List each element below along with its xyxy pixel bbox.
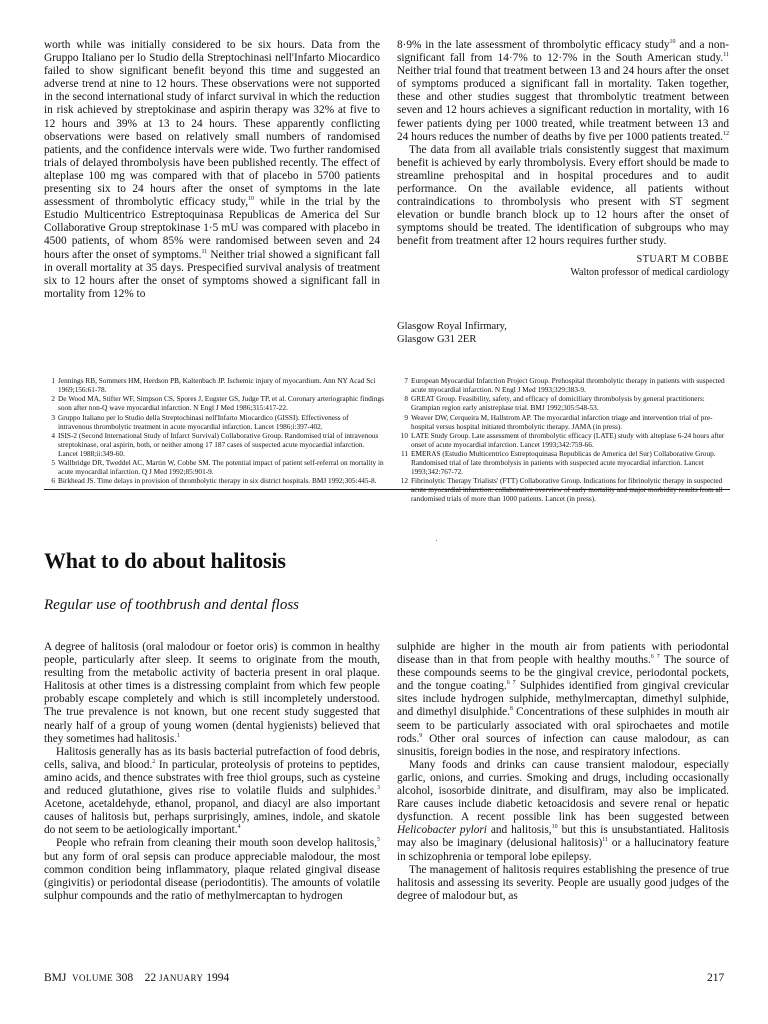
- reference-text: Gruppo Italiano per lo Studio della Streptochinasi nell'Infarto Miocardico (GISSI). Effectiveness of intravenous thrombolytic treatment in acute myocardial infarction. Lancet 1986;i:397-402.: [58, 412, 349, 431]
- reference-text: Weaver DW, Cerqueira M, Hallstrom AP. The myocardial infarction triage and intervention trial of pre-hospital versus hospital initiated thrombolytic therapy. JAMA (in press).: [411, 412, 713, 431]
- paragraph: A degree of halitosis (oral malodour or foetor oris) is common in healthy people, particularly after sleep. It seems to originate from the mouth, resulting from the metabolic activity of bacteria present in oral plaque. Halitosis at other times is a distressing complaint from which few people probably escape completely and which is still incompletely understood. The true prevalence is not known, but one recent study suggested that nearly half of a group of young women (dental hygienists) believed that they sometimes had halitosis.$^1$: [44, 641, 380, 745]
- issue-day: 22: [144, 972, 157, 984]
- reference-item: [44, 395, 384, 413]
- reference-item: [397, 414, 731, 432]
- affiliation-line: Glasgow Royal Infirmary,: [397, 321, 507, 332]
- volume-number: 308: [115, 972, 134, 984]
- journal-name: BMJ: [44, 972, 67, 984]
- reference-number: 3: [51, 412, 55, 422]
- article-right-column: [397, 641, 729, 903]
- reference-item: [44, 432, 384, 459]
- reference-item: [397, 395, 731, 413]
- affiliation-line: Glasgow G31 2ER: [397, 334, 477, 345]
- reference-text: De Wood MA, Stifter WF, Simpson CS, Spores J, Eugster GS, Judge TP, et al. Coronary arteriographic findings soon after non-Q wave myocardial infarction. N Engl J Med 1986;315:417-22.: [58, 394, 384, 413]
- reference-item: [397, 432, 731, 450]
- reference-text: LATE Study Group. Late assessment of thrombolytic efficacy (LATE) study with alteplase 6-24 hours after onset of acute myocardial infarction. Lancet 1993;342:759-66.: [411, 430, 725, 449]
- reference-number: 11: [400, 449, 408, 459]
- continued-article-left-column: [44, 39, 380, 301]
- reference-number: 2: [51, 394, 55, 404]
- paragraph: The data from all available trials consistently suggest that maximum benefit is achieved by early thrombolysis. Every effort should be made to streamline prehospital and in hospital procedures and to audit performance. On the available evidence, all patients without contraindications to thrombolysis who present with ST segment elevation or bundle branch block up to 12 hours after the onset of symptoms should be treated. The identification of subgroups who may benefit from treatment after 12 hours requires further study.: [397, 143, 729, 248]
- paragraph: The management of halitosis requires establishing the presence of true halitosis and assessing its severity. People are usually good judges of the degree of malodour but, as: [397, 863, 729, 902]
- reference-number: 9: [404, 412, 408, 422]
- volume-label: VOLUME: [72, 973, 114, 983]
- print-speck: [436, 540, 437, 541]
- issue-year: 1994: [206, 972, 230, 984]
- references-left: [44, 377, 384, 487]
- reference-item: [44, 459, 384, 477]
- paragraph: Many foods and drinks can cause transient malodour, especially garlic, onions, and curries. Smoking and drugs, including occasionally alcohol, isosorbide dinitrate, and disulfiram, may also be implicated. Rare causes include diabetic ketoacidosis and severe renal or hepatic dysfunction. A recent possible link has been suggested between Helicobacter pylori and halitosis,$^{10}$ but this is unsubstantiated. Halitosis may also be imaginary (delusional halitosis)$^{11}$ or a hallucinatory feature in schizophrenia or temporal lobe epilepsy.: [397, 758, 730, 863]
- reference-item: [44, 414, 384, 432]
- page-number: 217: [707, 972, 725, 984]
- article-subtitle: Regular use of toothbrush and dental floss: [44, 597, 299, 613]
- author-name: STUART M COBBE: [636, 253, 729, 265]
- article-title: What to do about halitosis: [44, 548, 286, 573]
- reference-number: 8: [404, 394, 408, 404]
- author-signature: [397, 253, 729, 279]
- paragraph: worth while was initially considered to be six hours. Data from the Gruppo Italiano per lo Studio della Streptochinasi nell'Infarto Miocardico failed to show significant benefit beyond this time and suggested an adverse trend at nine to 12 hours. These observations were not supported in the second international study of infarct survival in which the reduction in risk achieved by streptokinase and aspirin therapy was 32% at five to 12 hours and 39% at 13 to 24 hours. These apparently conflicting observations were based on relatively small numbers of randomised patients, and the confidence intervals were wide. Two further randomised trials of delayed thrombolysis have been published recently. The effect of alteplase 100 mg was compared with that of placebo in 5700 patients presenting six to 24 hours after the onset of symptoms in the late assessment of thrombolytic efficacy study,$^{10}$ while in the trial by the Estudio Multicentrico Estreptoquinasa Republicas de America del Sur Collaborative Group streptokinase 1·5 mU was compared with placebo in 4500 patients, of whom 85% were randomised between seven and 24 hours after the onset of symptoms.$^{11}$ Neither trial showed a significant fall in overall mortality at 35 days. Prespecified survival analysis of treatment six to 12 hours after the onset of symptoms showed a significant fall in mortality from 12% to: [44, 39, 381, 300]
- paragraph: People who refrain from cleaning their mouth soon develop halitosis,$^5$ but any form of oral sepsis can produce appreciable malodour, the most common condition being inflammatory, plaque related gingival disease (gingivitis) or periodontal disease (periodontitis). The amounts of volatile sulphur compounds and the ratio of methylmercaptan to hydrogen: [44, 837, 380, 902]
- references-right: [397, 377, 731, 505]
- author-title: Walton professor of medical cardiology: [570, 266, 729, 278]
- reference-text: Jennings RB, Sommers HM, Herdson PB, Kaltenbach JP. Ischemic injury of myocardium. Ann NY Acad Sci 1969;156:61-78.: [58, 376, 376, 394]
- reference-text: EMERAS (Estudio Multicentrico Estreptoquinasa Republicas de America del Sur) Collaborative Group. Randomised trial of late thrombolysis in patients with suspected acute myocardial infarction. Lancet 1993;342:767-72.: [411, 449, 716, 477]
- reference-item: [397, 477, 731, 504]
- reference-text: GREAT Group. Feasibility, safety, and efficacy of domiciliary thrombolysis by general practitioners: Grampian region early anistreplase trial. BMJ 1992;305:548-53.: [411, 394, 705, 413]
- reference-number: 4: [51, 430, 55, 440]
- reference-text: European Myocardial Infarction Project Group. Prehospital thrombolytic therapy in patients with suspected acute myocardial infarction. N Engl J Med 1993;329:383-9.: [411, 376, 725, 394]
- article-left-column: [44, 641, 380, 903]
- reference-text: ISIS-2 (Second International Study of Infarct Survival) Collaborative Group. Randomised trial of intravenous streptokinase, oral aspirin, both, or neither among 17 187 cases of suspected acute myocardial infarction. Lancet 1988;ii:349-60.: [58, 430, 379, 458]
- reference-number: 6: [51, 476, 55, 486]
- section-divider: [44, 489, 730, 490]
- reference-number: 10: [400, 430, 408, 440]
- paragraph: Halitosis generally has as its basis bacterial putrefaction of food debris, cells, saliva, and blood.$^2$ In particular, proteolysis of proteins to peptides, amino acids, and thence substrates with free thiol groups, such as cysteine and reduced glutathione, gives rise to volatile fluids and sulphides.$^3$ Acetone, acetaldehyde, ethanol, propanol, and diacyl are also important causes of halitosis but, perhaps surprisingly, amines, indole, and skatole do not seem to be aetiologically important.$^4$: [44, 745, 380, 837]
- page-footer-journal: [44, 972, 229, 984]
- reference-text: Wallbridge DR, Tweddel AC, Martin W, Cobbe SM. The potential impact of patient self-referral on mortality in acute myocardial infarction. Q J Med 1992;85:901-9.: [58, 458, 384, 477]
- reference-number: 1: [51, 376, 55, 385]
- reference-item: [397, 450, 731, 477]
- continued-article-right-column: [397, 39, 729, 279]
- reference-text: Fibrinolytic Therapy Trialists' (FTT) Collaborative Group. Indications for fibrinolytic therapy in suspected acute myocardial infarction: collaborative overview of early mortality and major morbidity results from all randomised trials of more than 1000 patients. Lancet (in press).: [411, 476, 723, 504]
- reference-item: [397, 377, 731, 395]
- paragraph: sulphide are higher in the mouth air from patients with periodontal disease than in that from people with healthy mouths.$^{6 7}$ The source of these compounds seems to be the gingival crevice, periodontal pockets, and the tongue coating.$^{6 7}$ Sulphides identified from gingival crevicular sites include hydrogen sulphide, methylmercaptan, dimethyl sulphide, and dimethyl disulphide.$^8$ Concentrations of these sulphides in mouth air seem to be particularly associated with oral spirochaetes and motile rods.$^9$ Other oral sources of infection can cause malodour, as can sinusitis, foreign bodies in the nose, and respiratory infections.: [397, 641, 730, 758]
- issue-month: JANUARY: [159, 973, 204, 983]
- reference-number: 5: [51, 458, 55, 468]
- paragraph: 8·9% in the late assessment of thrombolytic efficacy study$^{10}$ and a non-significant fall from 14·7% to 12·7% in the South American study.$^{11}$ Neither trial found that treatment between 13 and 24 hours after the onset of symptoms produced a significant fall in mortality. Taken together, these and other studies suggest that thrombolytic treatment between seven and 12 hours achieves a significant reduction in mortality, with 16 fewer patients dying per 1000 treated, while treatment between 13 and 24 hours reduces the number of deaths by five per 1000 patients treated.$^{12}$: [397, 39, 729, 143]
- reference-item: [44, 477, 384, 486]
- author-affiliation: [397, 320, 507, 346]
- reference-number: 12: [400, 476, 408, 486]
- reference-number: 7: [404, 376, 408, 385]
- reference-item: [44, 377, 384, 395]
- reference-text: Birkhead JS. Time delays in provision of thrombolytic therapy in six district hospitals. BMJ 1992;305:445-8.: [58, 476, 377, 486]
